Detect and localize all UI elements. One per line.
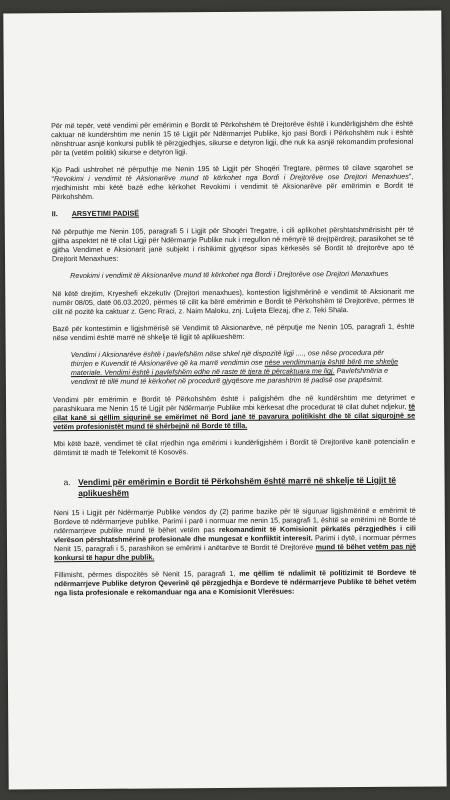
paragraph-revocation-intro: Për më tepër, vetë vendimi për emërimin e Bordit të Përkohshëm të Drejtorëve është i kundërligjshëm dhe është caktuar në kundërshtim me nenin 15 të Ligjit për Ndërmarrjet Publike, kjo pasi Bordi i Përkohshëm nuk i është nënshtruar asnjë konkursi publik të përzgjedhjes, sikurse e detyron ligji, dhe nuk ka asnjë rekomandim profesional për ta (vetëm politik) sikurse e detyron ligji. [51,118,414,158]
paragraph-depoliticization [54,568,416,598]
section-heading [52,207,414,219]
document-body [51,119,416,606]
document-page [3,10,446,789]
text-run: Vendimi i Aksionarëve është i pavlefshëm nëse shkel një dispozitë ligji ...., ose nëse procedura për thirrjen e Kuvendit të Aksionarëve që ka marrë vendimin ose [70,347,384,369]
paragraph-unlawful-decision [53,393,415,432]
bold-run: rekomandimit të Komisionit përkatës përzgjedhës i cili vlerëson përshtatshmërinë profesionale dhe mungesat e konfliktit interesit. [53,523,416,545]
bold-run: me qëllim të ndalimit të politizimit të Bordeve të ndërmarrjeve Publike detyron Qeverinë që përzgjedhja e Bordeve të ndërmarrjeve Publike të bëhet vetëm nga lista profesionale e rekomanduar nga ana e Komisionit Vlerësues: [54,567,417,598]
text-run: ", rrjedhimisht mbi këtë bazë edhe kërkohet Revokimi i vendimit të Aksionarëve për emërimin e Bordit të Përkohshëm. [51,171,414,202]
paragraph-ceo-contest: Në këtë drejtim, Kryeshefi ekzekutiv (Drejtori menaxhues), kontestion ligjshmërinë e vendimit të Aksionarit me numër 08/05, datë 06.03.2020, përmes të cilit ka bërë emërimin e Bordit të Përkohshëm të Drejtorëve, përmes të cilit në pozitë ka caktuar z. Genc Rraci, z. Naim Maloku, znj. Luljeta Elezaj, dhe z. Teki Shala. [52,286,415,317]
section-title: ARSYETIMI PADISË [71,208,140,219]
paragraph-article-15-principles [54,506,416,563]
text-run: Vendimi për emërimin e Bordit të Përkohshëm është i paligjshëm dhe në kundërshtim me detyrimet e parashikuara me Nenin 15 të Ligjit për Ndërmarrje Publike mbi kërkesat dhe procedurat të cilat duhet ndjekur, [52,392,416,414]
paragraph-article-105: Në përputhje me Nenin 105, paragrafi 5 i Ligjit për Shoqëri Tregatre, i cili aplikohet përshtatshmërisisht për të gjitha aspektet në të cilat Ligji për Ndërmarrje Publike nuk i rregullon në mënyrë të drejtpërdrejt, parasikohet se të gjitha Vendimet e Aksionarit janë subjekt i rishikimit gjyqësor sipas kërkesës së Bordit të drejtorëve apo të Drejtorit Menaxhues: [51,224,414,264]
bold-underlined-run: të cilat kanë si qëllim sigurinë se emërimet në Bord janë të pavarura politikisht dhe të cilat sigurojnë se vetëm profesionistët mund të shërbejnë në Borde të tilla. [53,401,416,432]
subsection-number: a. [63,477,71,488]
text-run: Fillimisht, përmes dispozitës së Nenit 15, paragrafi 1, [54,568,240,580]
block-quote-invalidity [71,348,401,386]
italic-quote-run: Revokimi i vendimit të Aksionarëve mund të kërkohet nga Bordi i Drejtorëve ose Drejtori Menaxhues [53,171,409,184]
text-run: Kjo Padi ushtrohet në përputhje me Nenin 195 të Ligjit për Shoqëri Tregtare, përmes të cilave sqarohet se " [51,162,414,184]
underlined-run: nëse vendimmarrja është bërë me shkelje materiale. Vendimi është i pavlefshëm edhe në raste të tjera të përcaktuara me ligj. [70,356,399,378]
bold-underlined-run: mund të bëhet vetëm pas një konkursi të hapur dhe publik. [54,541,417,563]
subsection-title: Vendimi për emërimin e Bordit të Përkohshëm është marrë në shkelje të Ligjit të aplikueshëm [78,474,397,498]
paragraph-basis-contest: Bazë për kontestimin e ligjshmërisë së Vendimit të Aksionarëve, në përputje me Nenin 105, paragrafi 1, është nëse vendimi është marrë në shkelje të ligjit të aplikueshëm: [52,321,415,343]
section-number: II. [51,209,58,219]
block-quote-revocation: Revokimi i vendimit të Aksionarëve mund të kërkohet nga Bordi i Drejtorëve ose Drejtori Menaxhues [70,268,389,281]
subsection-heading [64,475,416,498]
text-run: Pavlefshmëria e vendimit të tillë mund të kërkohet në procedurë gjyqësore me parashtrim të padisë ose prapësimit. [70,365,389,387]
text-run: Neni 15 i Ligjit për Ndërmarrje Publike vendos dy (2) parime bazike për të siguruar ligjshmërinë e emërimit të Bordeve të ndërmarrjeve publike. Parimi i parë i normuar me nenin 15, paragrafi 1, është se emërimi në Borde të ndërmarrjeve publike mund të bëhet vetëm pas [53,505,416,536]
text-run: Parimi i dytë, i normuar përmes Nenit 15, paragrafi i 5, parashikon se emërimi i anëtarëve të Bordit të Drejtorëve [54,532,416,554]
paragraph-legal-basis [51,163,413,202]
paragraph-damage: Mbi këtë bazë, vendimet të cilat rrjedhin nga emërimi i kundërligjshëm i Bordit të Drejtorëve kanë potencialin e dëmtimit të madh të Telekomit të Kosovës. [53,436,416,458]
